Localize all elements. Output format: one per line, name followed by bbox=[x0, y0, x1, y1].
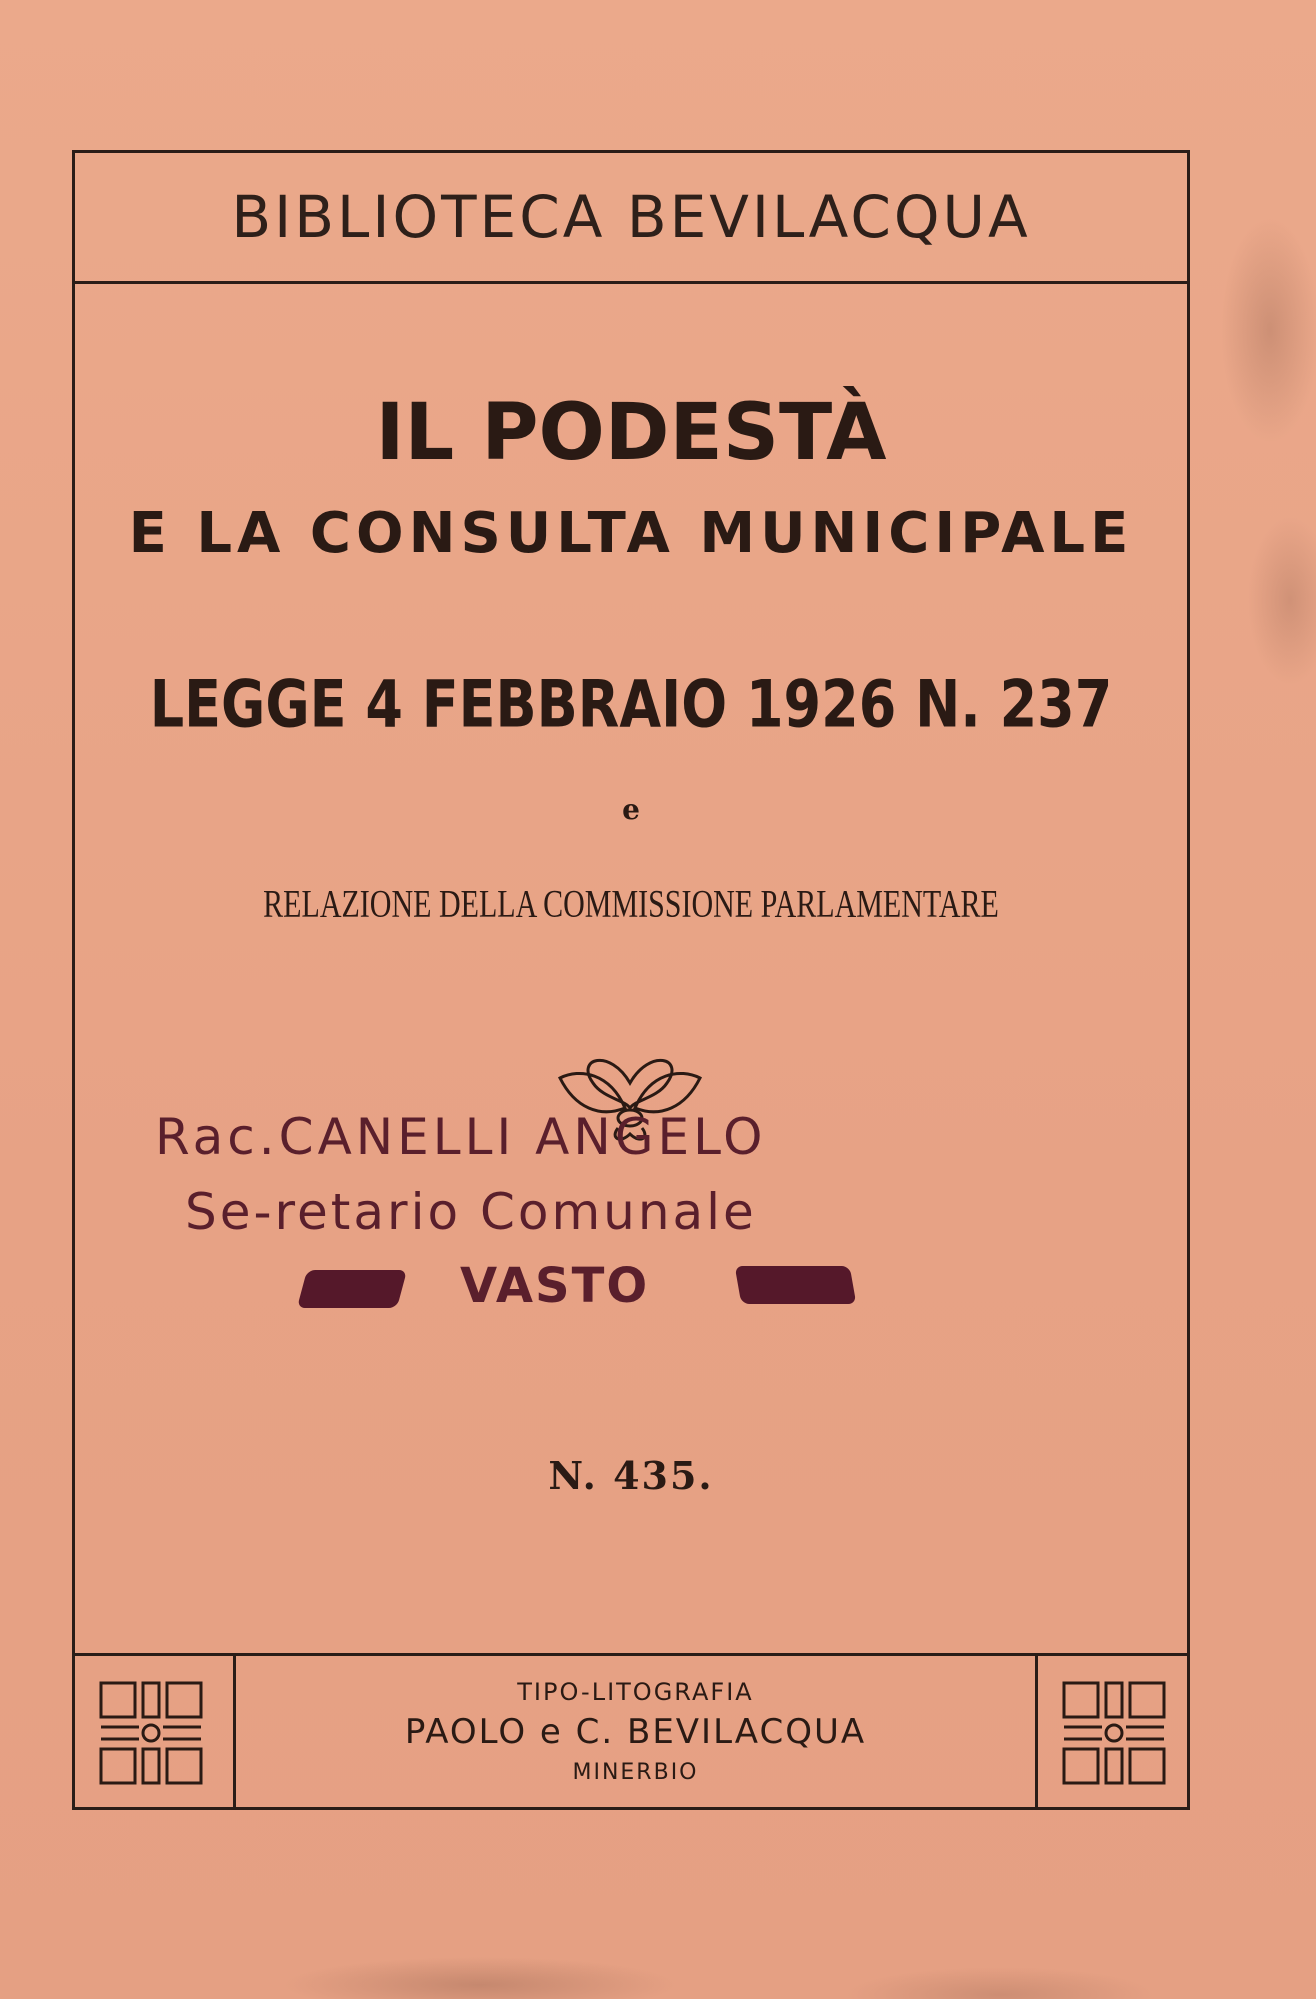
volume-number: N. 435. bbox=[548, 1453, 714, 1498]
printer-city: MINERBIO bbox=[572, 1760, 699, 1785]
ink-blot bbox=[735, 1266, 857, 1304]
printer-info bbox=[236, 1656, 1035, 1810]
printer-type: TIPO-LITOGRAFIA bbox=[517, 1678, 754, 1706]
report-subtitle: RELAZIONE DELLA COMMISSIONE PARLAMENTARE bbox=[263, 882, 999, 926]
stamp-role: Se-retario Comunale bbox=[185, 1183, 757, 1241]
series-title: BIBLIOTECA BEVILACQUA bbox=[231, 183, 1031, 251]
printer-footer bbox=[75, 1653, 1187, 1810]
printer-name: PAOLO e C. BEVILACQUA bbox=[404, 1712, 867, 1752]
printer-mark-icon bbox=[99, 1681, 203, 1785]
law-reference: LEGGE 4 FEBBRAIO 1926 N. 237 bbox=[149, 666, 1113, 743]
main-subtitle: E LA CONSULTA MUNICIPALE bbox=[128, 501, 1134, 566]
stamp-city: VASTO bbox=[460, 1258, 650, 1314]
footer-mark-left bbox=[75, 1656, 236, 1810]
footer-mark-right bbox=[1035, 1656, 1190, 1810]
conjunction: e bbox=[622, 793, 640, 826]
stamp-city-line bbox=[230, 1258, 830, 1318]
cover-frame bbox=[72, 150, 1190, 1810]
printer-mark-icon bbox=[1062, 1681, 1166, 1785]
main-title: IL PODESTÀ bbox=[375, 388, 887, 478]
stamp-name: Rac.CANELLI ANGELO bbox=[155, 1108, 767, 1166]
series-header bbox=[75, 153, 1187, 284]
ink-blot bbox=[297, 1270, 407, 1308]
